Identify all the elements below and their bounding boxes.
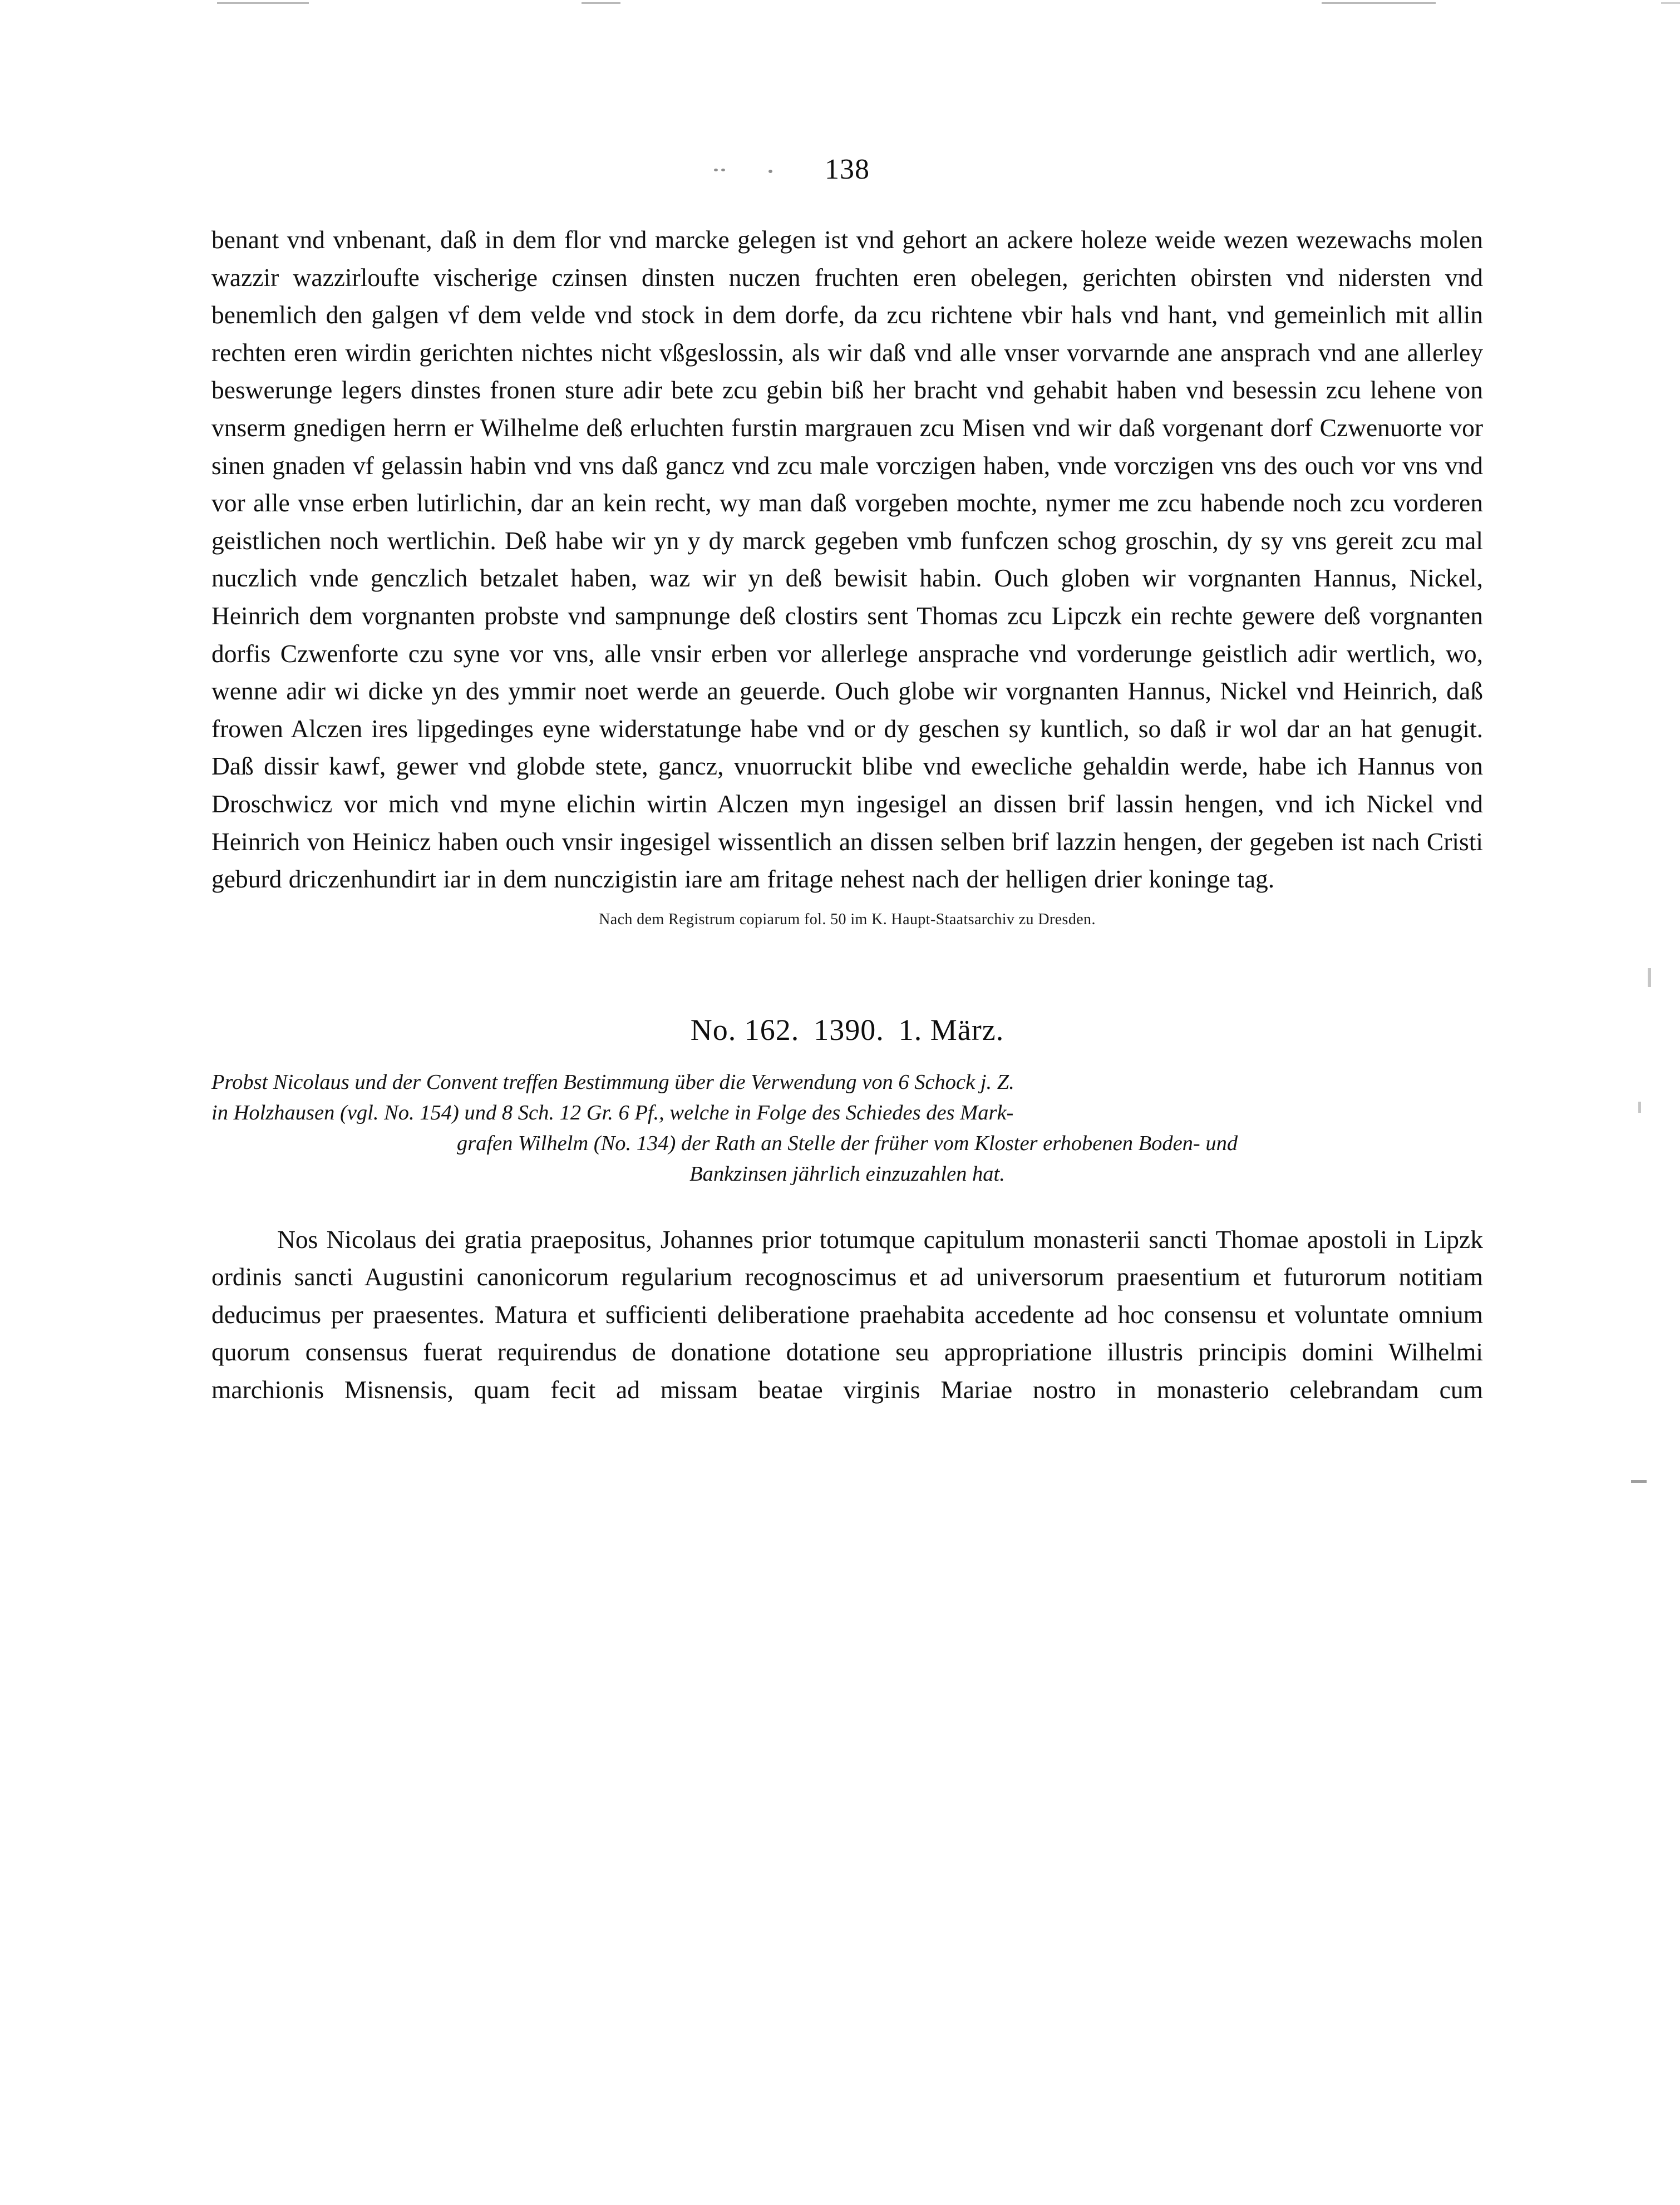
regest-line: in Holzhausen (vgl. No. 154) und 8 Sch. 12 Gr. 6 Pf., welche in Folge des Schiedes des Mark-: [211, 1101, 1014, 1124]
scan-speckle-group: [703, 169, 814, 174]
entry-date: 1. März.: [898, 1013, 1004, 1047]
page-number: 138: [825, 154, 870, 185]
folio-row: [211, 153, 1483, 192]
archival-source-note: Nach dem Registrum copiarum fol. 50 im K. Haupt-Staatsarchiv zu Dresden.: [599, 910, 1096, 928]
crop-mark: [1661, 2, 1680, 4]
regest-line: grafen Wilhelm (No. 134) der Rath an Stelle der früher vom Kloster erhobenen Boden- und: [456, 1131, 1238, 1155]
scan-speckle: [768, 170, 772, 173]
regest-line: Bankzinsen jährlich einzuzahlen hat.: [689, 1162, 1005, 1186]
charter-text-block: [211, 221, 1483, 898]
entry-heading: [211, 1013, 1483, 1047]
scan-speckle: [714, 169, 718, 171]
scan-speckle: [721, 169, 725, 171]
entry-year: 1390.: [814, 1013, 884, 1047]
scan-artifact: [1638, 1102, 1641, 1113]
scan-artifact: [1648, 968, 1651, 987]
latin-text-block: [211, 1221, 1483, 1409]
latin-paragraph: Nos Nicolaus dei gratia praepositus, Johannes prior totumque capitulum monasterii sancti Thomae apostoli in Lipzk ordinis sancti Augustini canonicorum regularium recognoscimus et ad universorum praesentium et futurorum notitiam deducimus per praesentes. Matura et sufficienti deliberatione praehabita accedente ad hoc consensu et voluntate omnium quorum consensus fuerat requirendus de donatione dotatione seu appropriatione illustris principis domini Wilhelmi marchionis Misnensis, quam fecit ad missam beatae virginis Mariae nostro in monasterio celebrandam cum: [211, 1225, 1483, 1404]
scan-artifact: [1631, 1480, 1647, 1483]
charter-paragraph: benant vnd vnbenant, daß in dem flor vnd marcke gelegen ist vnd gehort an ackere holeze weide wezen wezewachs molen wazzir wazzirloufte vischerige czinsen dinsten nuczen fruchten eren obelegen, gerichten obirsten vnd nidersten vnd benemlich den galgen vf dem velde vnd stock in dem dorfe, da zcu richtene vbir hals vnd hant, vnd gemeinlich mit allin rechten eren wirdin gerichten nichtes nicht vßgeslossin, als wir daß vnd alle vnser vorvarnde ane ansprach vnd ane allerley beswerunge legers dinstes fronen sture adir bete zcu gebin biß her bracht vnd gehabit haben vnd besessin zcu lehene von vnserm gnedigen herrn er Wilhelme deß erluchten furstin margrauen zcu Misen vnd wir daß vorgenant dorf Czwenuorte vor sinen gnaden vf gelassin habin vnd vns daß gancz vnd zcu male vorczigen haben, vnde vorczigen vns des ouch vor vns vnd vor alle vnse erben lutirlichin, dar an kein recht, wy man daß vorgeben mochte, nymer me zcu habende noch zcu vorderen geistlichen noch wertlichin. Deß habe wir yn y dy marck gegeben vmb funfczen schog groschin, dy sy vns gereit zcu mal nuczlich vnde genczlich betzalet haben, waz wir yn deß bewisit habin. Ouch globen wir vorgnanten Hannus, Nickel, Heinrich dem vorgnanten probste vnd sampnunge deß clostirs sent Thomas zcu Lipczk ein rechte gewere deß vorgnanten dorfis Czwenforte czu syne vor vns, alle vnsir erben vor allerlege ansprache vnd vorderunge geistlich adir wertlich, wo, wenne adir wi dicke yn des ymmir noet werde an geuerde. Ouch globe wir vorgnanten Hannus, Nickel vnd Heinrich, daß frowen Alczen ires lipgedinges eyne widerstatunge habe vnd or dy geschen sy kuntlich, so daß ir wol dar an hat genugit. Daß dissir kawf, gewer vnd globde stete, gancz, vnuorruckit blibe vnd ewecliche gehaldin werde, habe ich Hannus von Droschwicz vor mich vnd myne elichin wirtin Alczen myn ingesigel an dissen brif lassin hengen, vnd ich Nickel vnd Heinrich von Heinicz haben ouch vnsir ingesigel wissentlich an dissen selben brif lazzin hengen, der gegeben ist nach Cristi geburd driczenhundirt iar in dem nunczigistin iare am fritage nehest nach der helligen drier koninge tag.: [211, 225, 1483, 894]
entry-number: No. 162.: [690, 1013, 800, 1047]
page-content: [211, 0, 1483, 1409]
entry-regest: [211, 1067, 1483, 1190]
regest-line: Probst Nicolaus und der Convent treffen Bestimmung über die Verwendung von 6 Schock j. Z.: [211, 1070, 1014, 1094]
